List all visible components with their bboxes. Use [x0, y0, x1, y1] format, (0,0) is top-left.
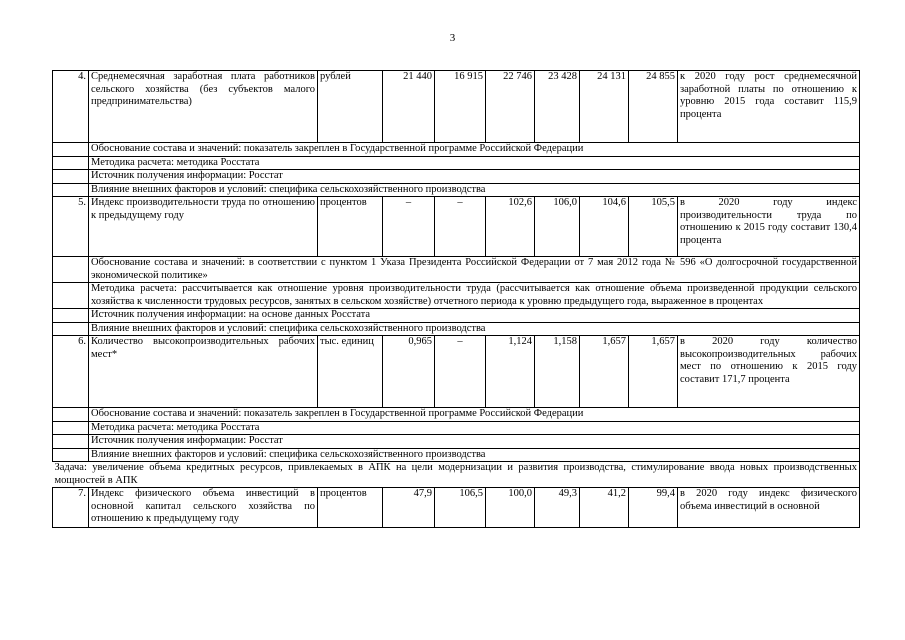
value-cell: 24 131: [580, 71, 629, 143]
source-row: Источник получения информации: Росстат: [89, 170, 860, 184]
value-cell: 16 915: [435, 71, 486, 143]
value-cell: 41,2: [580, 488, 629, 528]
table-row-4: [53, 71, 860, 143]
value-cell: 24 855: [629, 71, 678, 143]
value-cell: –: [435, 336, 486, 408]
comment-cell: в 2020 году количество высокопроизводительных рабочих мест по отношению к 2015 году составит 171,7 процента: [678, 336, 860, 408]
unit-cell: процентов: [318, 488, 383, 528]
value-cell: 106,0: [535, 197, 580, 257]
source-row: Источник получения информации: Росстат: [89, 435, 860, 449]
comment-cell: в 2020 году индекс физического объема инвестиций в основной: [678, 488, 860, 528]
basis-row: Обоснование состава и значений: показатель закреплен в Государственной программе Российской Федерации: [89, 143, 860, 157]
value-cell: 104,6: [580, 197, 629, 257]
indicator-name: Количество высокопроизводительных рабочих мест*: [89, 336, 318, 408]
value-cell: 23 428: [535, 71, 580, 143]
value-cell: 105,5: [629, 197, 678, 257]
table-row-5: [53, 197, 860, 257]
row-number: 4.: [53, 71, 89, 143]
basis-row: Обоснование состава и значений: показатель закреплен в Государственной программе Российской Федерации: [89, 408, 860, 422]
indicator-name: Среднемесячная заработная плата работников сельского хозяйства (без субъектов малого предпринимательства): [89, 71, 318, 143]
value-cell: 99,4: [629, 488, 678, 528]
basis-row: Обоснование состава и значений: в соответствии с пунктом 1 Указа Президента Российской Федерации от 7 мая 2012 года № 596 «О долгосрочной государственной экономической политике»: [89, 257, 860, 283]
indicator-name: Индекс производительности труда по отношению к предыдущему году: [89, 197, 318, 257]
comment-cell: к 2020 году рост среднемесячной заработной платы по отношению к уровню 2015 года составит 115,9 процента: [678, 71, 860, 143]
unit-cell: тыс. единиц: [318, 336, 383, 408]
page-number: 3: [449, 32, 456, 44]
row-number: 5.: [53, 197, 89, 257]
value-cell: 1,124: [486, 336, 535, 408]
unit-cell: рублей: [318, 71, 383, 143]
method-row: Методика расчета: рассчитывается как отношение уровня производительности труда (рассчитывается как отношение объема произведенной продукции сельского хозяйства к численности трудовых ресурсов, занятых в сельском хозяйстве) отчетного периода к уровню предыдущего года, выраженное в процентах: [89, 283, 860, 309]
indicators-table: [52, 70, 860, 528]
unit-cell: процентов: [318, 197, 383, 257]
indicator-name: Индекс физического объема инвестиций в основной капитал сельского хозяйства по отношению к предыдущему году: [89, 488, 318, 528]
value-cell: 47,9: [383, 488, 435, 528]
value-cell: –: [435, 197, 486, 257]
value-cell: 100,0: [486, 488, 535, 528]
value-cell: 1,657: [580, 336, 629, 408]
comment-cell: в 2020 году индекс производительности труда по отношению к 2015 году составит 130,4 процента: [678, 197, 860, 257]
method-row: Методика расчета: методика Росстата: [89, 421, 860, 435]
value-cell: 21 440: [383, 71, 435, 143]
row-number: 6.: [53, 336, 89, 408]
source-row: Источник получения информации: на основе данных Росстата: [89, 309, 860, 323]
influence-row: Влияние внешних факторов и условий: специфика сельскохозяйственного производства: [89, 183, 860, 197]
influence-row: Влияние внешних факторов и условий: специфика сельскохозяйственного производства: [89, 448, 860, 462]
value-cell: 49,3: [535, 488, 580, 528]
task-row: Задача: увеличение объема кредитных ресурсов, привлекаемых в АПК на цели модернизации и развития производства, стимулирование ввода новых производственных мощностей в АПК: [53, 462, 860, 488]
value-cell: 0,965: [383, 336, 435, 408]
value-cell: 102,6: [486, 197, 535, 257]
row-number: 7.: [53, 488, 89, 528]
method-row: Методика расчета: методика Росстата: [89, 156, 860, 170]
table-row-6: [53, 336, 860, 408]
value-cell: 106,5: [435, 488, 486, 528]
value-cell: 22 746: [486, 71, 535, 143]
value-cell: –: [383, 197, 435, 257]
influence-row: Влияние внешних факторов и условий: специфика сельскохозяйственного производства: [89, 322, 860, 336]
value-cell: 1,158: [535, 336, 580, 408]
value-cell: 1,657: [629, 336, 678, 408]
table-row-7: [53, 488, 860, 528]
